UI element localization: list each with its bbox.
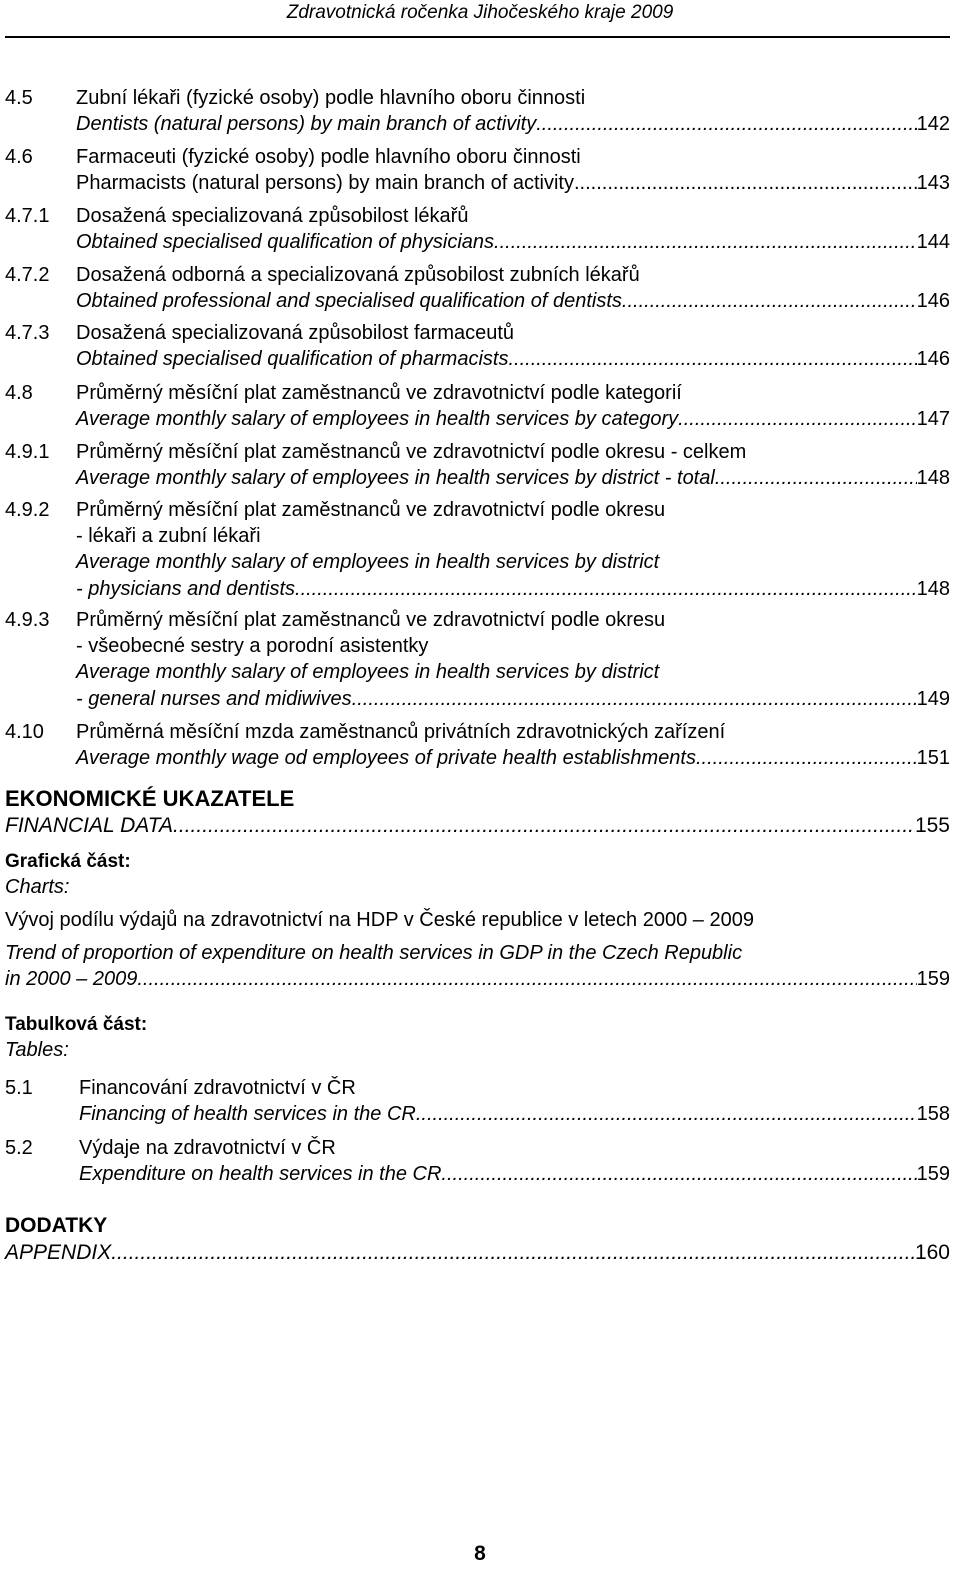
- entry-number: 5.2: [5, 1137, 33, 1159]
- page-number: 151: [916, 747, 950, 769]
- section-heading: Grafická část:: [5, 851, 131, 872]
- page-footer-number: 8: [474, 1542, 486, 1565]
- entry-number: 4.6: [5, 146, 33, 168]
- toc-entry-link[interactable]: [76, 111, 950, 137]
- page-number: 160: [914, 1241, 950, 1264]
- toc-entry-link[interactable]: [76, 576, 950, 602]
- entry-title-en-continued: - physicians and dentists: [76, 578, 296, 600]
- toc-entry-link[interactable]: [76, 465, 950, 491]
- entry-number: 4.7.2: [5, 264, 50, 286]
- entry-title-cz: Zubní lékaři (fyzické osoby) podle hlavního oboru činnosti: [76, 87, 586, 109]
- entry-title-en: Pharmacists (natural persons) by main branch of activity: [76, 172, 574, 194]
- entry-title-cz: Průměrná měsíční mzda zaměstnanců privátních zdravotnických zařízení: [76, 721, 726, 743]
- entry-title-en: Dentists (natural persons) by main branch of activity: [76, 113, 537, 135]
- entry-title-cz-continued: - všeobecné sestry a porodní asistentky: [76, 635, 429, 657]
- page-number: 159: [916, 968, 950, 990]
- entry-title-en: Expenditure on health services in the CR: [79, 1163, 442, 1185]
- entry-title-cz-continued: - lékaři a zubní lékaři: [76, 525, 261, 547]
- page-number: 143: [916, 172, 950, 194]
- page-header: Zdravotnická ročenka Jihočeského kraje 2009: [286, 2, 674, 23]
- entry-title-en: Trend of proportion of expenditure on health services in GDP in the Czech Republic: [5, 942, 743, 964]
- page-number: 149: [916, 688, 950, 710]
- entry-title-en: Obtained specialised qualification of pharmacists: [76, 348, 509, 370]
- toc-entry-link[interactable]: [76, 346, 950, 372]
- section-subheading: APPENDIX: [5, 1241, 112, 1264]
- entry-title-cz: Vývoj podílu výdajů na zdravotnictví na HDP v České republice v letech 2000 – 2009: [5, 909, 754, 931]
- page-number: 155: [914, 814, 950, 837]
- entry-title-en: Financing of health services in the CR: [79, 1103, 416, 1125]
- entry-title-cz: Průměrný měsíční plat zaměstnanců ve zdravotnictví podle kategorií: [76, 382, 682, 404]
- entry-title-en: Average monthly wage od employees of private health establishments: [76, 747, 696, 769]
- toc-entry-link[interactable]: [79, 1101, 950, 1127]
- section-heading: Tabulková část:: [5, 1014, 148, 1035]
- entry-title-en: Average monthly salary of employees in health services by district: [76, 551, 660, 573]
- entry-title-en: Average monthly salary of employees in health services by district: [76, 661, 660, 683]
- toc-entry-link[interactable]: [76, 745, 950, 771]
- toc-entry-link[interactable]: [5, 813, 950, 839]
- entry-title-en: Average monthly salary of employees in health services by category: [76, 408, 679, 430]
- page-number: 158: [916, 1103, 950, 1125]
- entry-title-cz: Průměrný měsíční plat zaměstnanců ve zdravotnictví podle okresu - celkem: [76, 441, 747, 463]
- entry-title-en: Obtained professional and specialised qualification of dentists: [76, 290, 622, 312]
- entry-title-cz: Financování zdravotnictví v ČR: [79, 1077, 356, 1099]
- page-number: 146: [916, 348, 950, 370]
- toc-entry-link[interactable]: [5, 1240, 950, 1266]
- toc-entry-link[interactable]: [76, 686, 950, 712]
- entry-title-en: Obtained specialised qualification of physicians: [76, 231, 495, 253]
- page-number: 159: [916, 1163, 950, 1185]
- entry-title-cz: Farmaceuti (fyzické osoby) podle hlavního oboru činnosti: [76, 146, 581, 168]
- entry-title-cz: Průměrný měsíční plat zaměstnanců ve zdravotnictví podle okresu: [76, 609, 666, 631]
- entry-number: 4.9.1: [5, 441, 50, 463]
- section-subheading: FINANCIAL DATA: [5, 814, 174, 837]
- entry-number: 4.7.1: [5, 205, 50, 227]
- section-subheading: Charts:: [5, 876, 70, 898]
- entry-number: 4.10: [5, 721, 44, 743]
- section-subheading: Tables:: [5, 1039, 69, 1061]
- page-number: 148: [916, 467, 950, 489]
- toc-entry-link[interactable]: [76, 288, 950, 314]
- entry-title-en: Average monthly salary of employees in health services by district - total: [76, 467, 715, 489]
- entry-title-en-continued: in 2000 – 2009.: [5, 968, 143, 990]
- section-heading: DODATKY: [5, 1214, 108, 1237]
- entry-title-cz: Dosažená specializovaná způsobilost lékařů: [76, 205, 469, 227]
- entry-number: 4.9.2: [5, 499, 50, 521]
- toc-entry-link[interactable]: [79, 1161, 950, 1187]
- page-number: 147: [916, 408, 950, 430]
- entry-number: 5.1: [5, 1077, 33, 1099]
- entry-title-cz: Dosažená odborná a specializovaná způsobilost zubních lékařů: [76, 264, 640, 286]
- entry-number: 4.5: [5, 87, 33, 109]
- page-number: 142: [916, 113, 950, 135]
- entry-title-cz: Dosažená specializovaná způsobilost farmaceutů: [76, 322, 515, 344]
- header-divider: [5, 36, 950, 38]
- entry-number: 4.9.3: [5, 609, 50, 631]
- page-number: 146: [916, 290, 950, 312]
- entry-number: 4.8: [5, 382, 33, 404]
- toc-entry-link[interactable]: [76, 170, 950, 196]
- page-number: 148: [916, 578, 950, 600]
- entry-number: 4.7.3: [5, 322, 50, 344]
- toc-entry-link[interactable]: [5, 966, 950, 992]
- page-number: 144: [916, 231, 950, 253]
- entry-title-cz: Průměrný měsíční plat zaměstnanců ve zdravotnictví podle okresu: [76, 499, 666, 521]
- toc-entry-link[interactable]: [76, 229, 950, 255]
- toc-entry-link[interactable]: [76, 406, 950, 432]
- entry-title-cz: Výdaje na zdravotnictví v ČR: [79, 1137, 336, 1159]
- entry-title-en-continued: - general nurses and midiwives: [76, 688, 352, 710]
- section-heading: EKONOMICKÉ UKAZATELE: [5, 786, 295, 811]
